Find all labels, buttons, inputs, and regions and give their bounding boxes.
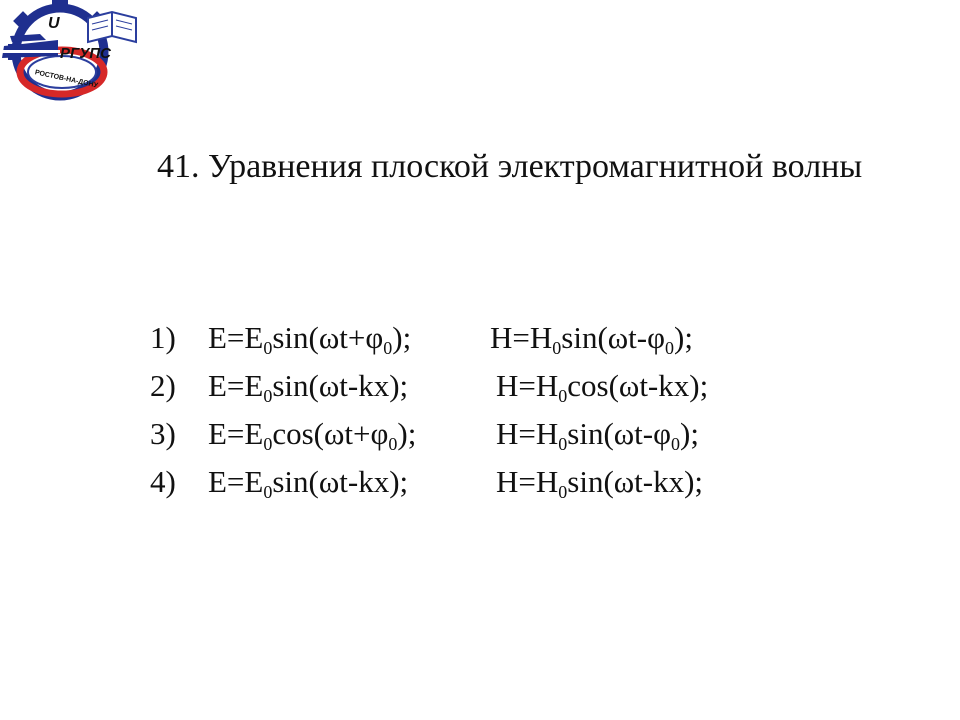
h-equation: $H=H_0\sin(\omega t-\varphi_0)$; [490, 320, 693, 358]
h-equation: $H=H_0\sin(\omega t-kx)$; [496, 464, 704, 502]
book-icon [88, 12, 136, 42]
e-equation: $E=E_0\sin(\omega t-kx)$; [208, 368, 409, 406]
train-icon [0, 34, 60, 58]
option-number: 2) [150, 368, 176, 403]
question-title: 41. Уравнения плоской электромагнитной волны [157, 148, 863, 185]
logo-letter: U [48, 15, 60, 32]
e-equation: $E=E_0\sin(\omega t-kx)$; [208, 464, 409, 502]
answer-option-3[interactable] [150, 414, 699, 462]
answer-option-2[interactable] [150, 366, 709, 414]
answer-option-4[interactable] [150, 462, 704, 510]
h-equation: $H=H_0\cos(\omega t-kx)$; [496, 368, 709, 406]
option-number: 3) [150, 416, 176, 451]
e-equation: $E=E_0\cos(\omega t+\varphi_0)$; [208, 416, 417, 454]
e-equation: $E=E_0\sin(\omega t+\varphi_0)$; [208, 320, 412, 358]
option-number: 4) [150, 464, 176, 499]
logo-text: РГУПС [60, 45, 111, 62]
university-logo [0, 0, 140, 112]
answer-option-1[interactable] [150, 318, 693, 366]
answer-options [150, 318, 709, 510]
option-number: 1) [150, 320, 176, 355]
h-equation: $H=H_0\sin(\omega t-\varphi_0)$; [496, 416, 699, 454]
logo-ring-text: РОСТОВ-НА-ДОНУ [34, 69, 99, 90]
